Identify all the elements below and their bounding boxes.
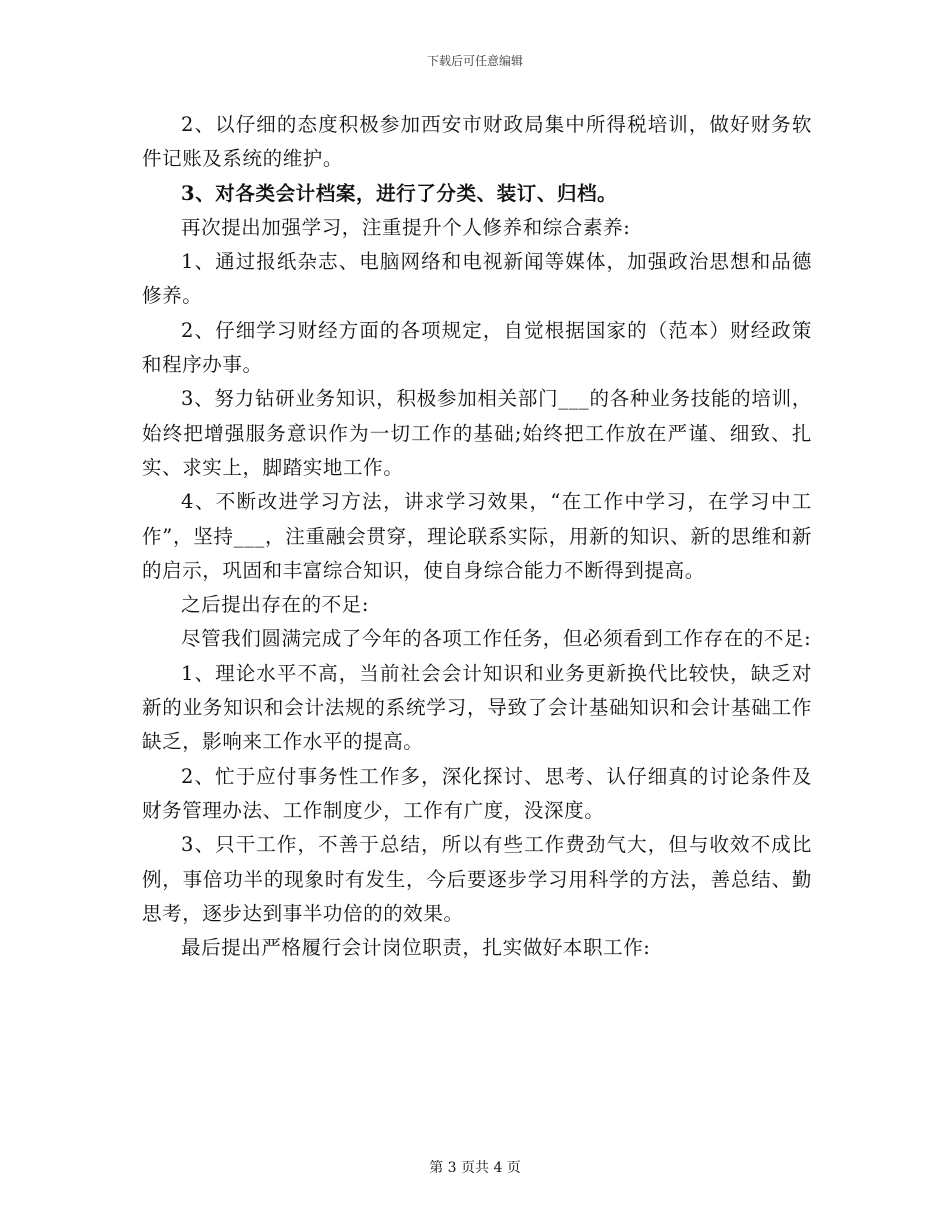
paragraph: 2、以仔细的态度积极参加西安市财政局集中所得税培训，做好财务软件记账及系统的维护。 — [142, 113, 812, 171]
document-body — [142, 108, 812, 965]
page-header: 下载后可任意编辑 — [426, 54, 523, 68]
paragraph: 3、努力钻研业务知识，积极参加相关部门___的各种业务技能的培训，始终把增强服务意识作为一切工作的基础;始终把工作放在严谨、细致、扎实、求实上，脚踏实地工作。 — [142, 387, 812, 479]
paragraph: 1、理论水平不高，当前社会会计知识和业务更新换代比较快，缺乏对新的业务知识和会计法规的系统学习，导致了会计基础知识和会计基础工作缺乏，影响来工作水平的提高。 — [142, 661, 812, 754]
paragraph: 2、忙于应付事务性工作多，深化探讨、思考、认仔细真的讨论条件及财务管理办法、工作制度少，工作有广度，没深度。 — [142, 764, 812, 822]
page-footer: 第 3 页共 4 页 — [429, 1160, 521, 1176]
paragraph: 之后提出存在的不足: — [181, 593, 370, 617]
paragraph-bold: 3、对各类会计档案，进行了分类、装订、归档。 — [181, 181, 618, 205]
paragraph: 3、只干工作，不善于总结，所以有些工作费劲气大，但与收效不成比例，事倍功半的现象时有发生，今后要逐步学习用科学的方法，善总结、勤思考，逐步达到事半功倍的的效果。 — [142, 833, 812, 925]
paragraph: 尽管我们圆满完成了今年的各项工作任务，但必须看到工作存在的不足: — [181, 627, 812, 651]
paragraph: 2、仔细学习财经方面的各项规定，自觉根据国家的（范本）财经政策和程序办事。 — [142, 318, 812, 377]
paragraph: 1、通过报纸杂志、电脑网络和电视新闻等媒体，加强政治思想和品德修养。 — [142, 250, 812, 308]
paragraph: 4、不断改进学习方法，讲求学习效果，“在工作中学习，在学习中工作”，坚持___，注重融会贯穿，理论联系实际，用新的知识、新的思维和新的启示，巩固和丰富综合知识，使自身综合能力不断得到提高。 — [142, 490, 812, 582]
paragraph: 再次提出加强学习，注重提升个人修养和综合素养: — [181, 215, 631, 239]
paragraph: 最后提出严格履行会计岗位职责，扎实做好本职工作: — [181, 936, 651, 960]
